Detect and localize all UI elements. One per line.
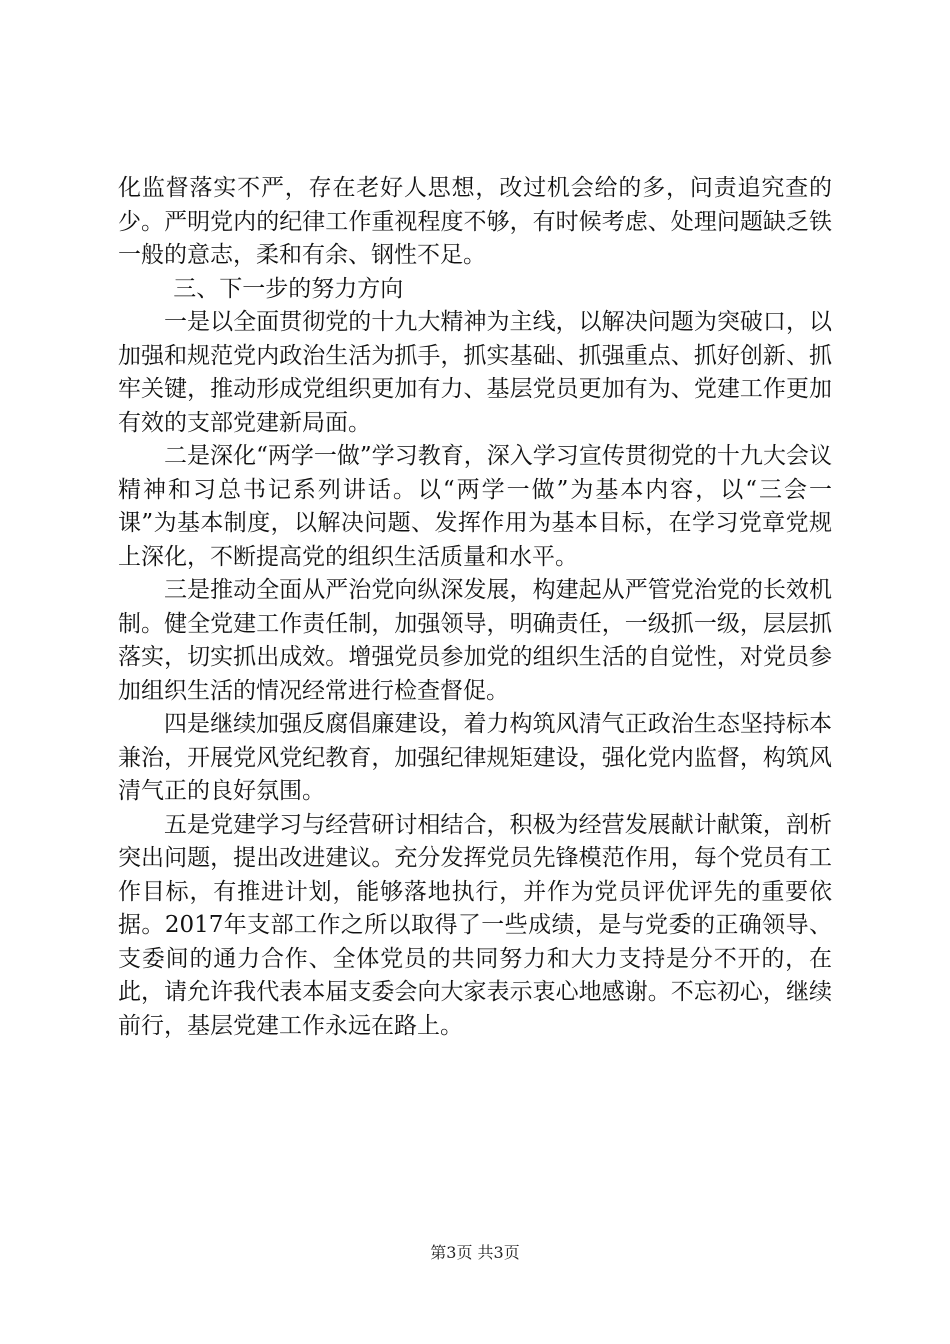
paragraph-point-3: 三是推动全面从严治党向纵深发展，构建起从严管党治党的长效机制。健全党建工作责任制，加强领导，明确责任，一级抓一级，层层抓落实，切实抓出成效。增强党员参加党的组织生活的自觉性，对党员参加组织生活的情况经常进行检查督促。 <box>118 577 832 704</box>
paragraph-point-1: 一是以全面贯彻党的十九大精神为主线，以解决问题为突破口，以加强和规范党内政治生活为抓手，抓实基础、抓强重点、抓好创新、抓牢关键，推动形成党组织更加有力、基层党员更加有为、党建工作更加有效的支部党建新局面。 <box>118 309 832 436</box>
paragraph-point-5: 五是党建学习与经营研讨相结合，积极为经营发展献计献策，剖析突出问题，提出改进建议。充分发挥党员先锋模范作用，每个党员有工作目标，有推进计划，能够落地执行，并作为党员评优评先的重要依据。2017年支部工作之所以取得了一些成绩，是与党委的正确领导、支委间的通力合作、全体党员的共同努力和大力支持是分不开的，在此，请允许我代表本届支委会向大家表示衷心地感谢。不忘初心，继续前行，基层党建工作永远在路上。 <box>118 811 832 1039</box>
paragraph-continuation: 化监督落实不严，存在老好人思想，改过机会给的多，问责追究查的少。严明党内的纪律工作重视程度不够，有时候考虑、处理问题缺乏铁一般的意志，柔和有余、钢性不足。 <box>118 175 832 268</box>
paragraph-point-2: 二是深化“两学一做”学习教育，深入学习宣传贯彻党的十九大会议精神和习总书记系列讲话。以“两学一做”为基本内容，以“三会一课”为基本制度，以解决问题、发挥作用为基本目标，在学习党章党规上深化，不断提高党的组织生活质量和水平。 <box>118 443 832 570</box>
paragraph-point-4: 四是继续加强反腐倡廉建设，着力构筑风清气正政治生态坚持标本兼治，开展党风党纪教育，加强纪律规矩建设，强化党内监督，构筑风清气正的良好氛围。 <box>118 711 832 804</box>
document-body <box>118 172 832 1043</box>
page-number-footer: 第3页 共3页 <box>430 1243 520 1262</box>
section-heading: 三、下一步的努力方向 <box>173 275 404 302</box>
